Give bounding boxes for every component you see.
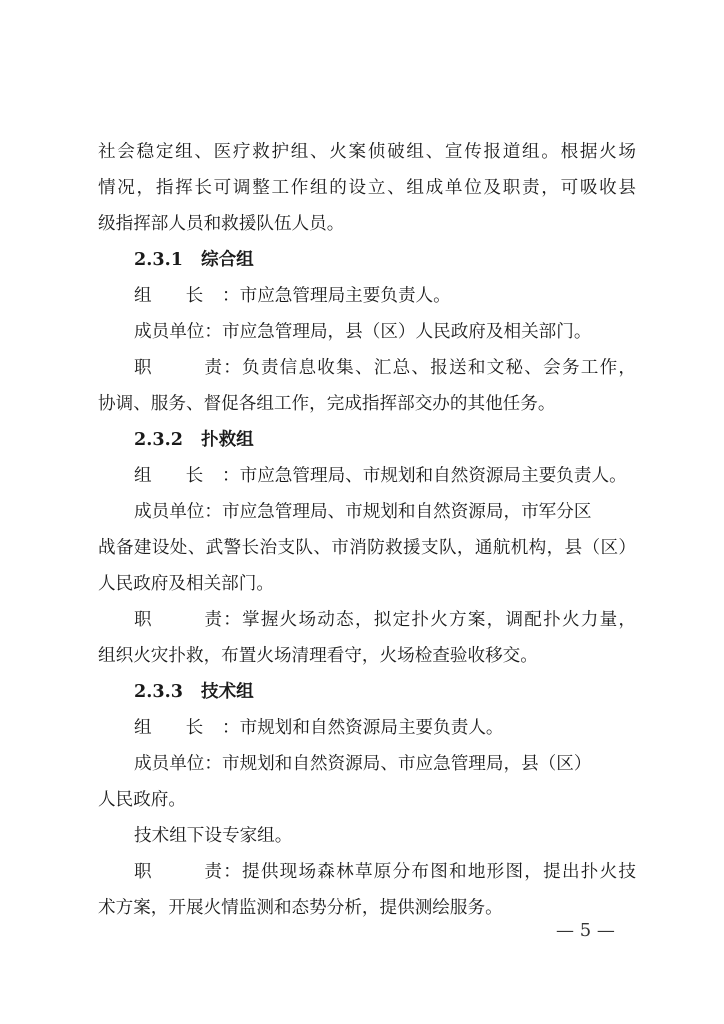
duty-line — [98, 602, 636, 638]
section-heading-2-3-2 — [98, 422, 636, 458]
leader-value: ：市应急管理局主要负责人。 — [222, 286, 451, 306]
duty-label: 职 责 — [134, 610, 222, 630]
expert-line: 技术组下设专家组。 — [134, 826, 293, 846]
section-number: 2.3.3 — [134, 681, 183, 702]
members-value: ：市应急管理局、市规划和自然资源局，市军分区 — [204, 502, 592, 522]
leader-label: 组 长 — [134, 718, 204, 738]
members-line — [98, 746, 636, 782]
duty-line-continued: 组织火灾扑救，布置火场清理看守，火场检查验收移交。 — [98, 646, 538, 666]
members-line — [98, 314, 636, 350]
duty-label: 职 责 — [134, 862, 222, 882]
leader-label: 组 长 — [134, 466, 204, 486]
section-heading-2-3-1 — [98, 242, 636, 278]
leader-label: 组 长 — [134, 286, 204, 306]
members-line-continued: 人民政府。 — [98, 790, 186, 810]
section-heading-2-3-3 — [98, 674, 636, 710]
section-number: 2.3.2 — [134, 429, 183, 450]
members-value: ：市规划和自然资源局、市应急管理局，县（区） — [204, 754, 592, 774]
members-line-continued: 人民政府及相关部门。 — [98, 574, 274, 594]
body-line: 级指挥部人员和救援队伍人员。 — [98, 214, 345, 234]
leader-line — [98, 278, 636, 314]
duty-label: 职 责 — [134, 358, 222, 378]
duty-value: ：负责信息收集、汇总、报送和文秘、会务工作， — [222, 358, 636, 378]
section-title: 扑救组 — [200, 429, 254, 450]
leader-line — [98, 710, 636, 746]
members-label: 成员单位 — [134, 754, 205, 774]
body-line: 社会稳定组、医疗救护组、火案侦破组、宣传报道组。根据火场 — [98, 142, 636, 162]
section-title: 综合组 — [200, 249, 254, 270]
leader-value: ：市规划和自然资源局主要负责人。 — [222, 718, 504, 738]
duty-value: ：提供现场森林草原分布图和地形图，提出扑火技 — [222, 862, 636, 882]
members-label: 成员单位 — [134, 322, 205, 342]
section-title: 技术组 — [200, 681, 254, 702]
body-line: 情况，指挥长可调整工作组的设立、组成单位及职责，可吸收县 — [98, 178, 636, 198]
duty-line-continued: 协调、服务、督促各组工作，完成指挥部交办的其他任务。 — [98, 394, 556, 414]
members-line — [98, 494, 636, 530]
leader-value: ：市应急管理局、市规划和自然资源局主要负责人。 — [222, 466, 627, 486]
leader-line — [98, 458, 636, 494]
members-line-continued: 战备建设处、武警长治支队、市消防救援支队，通航机构，县（区） — [98, 538, 636, 558]
duty-value: ：掌握火场动态，拟定扑火方案，调配扑火力量， — [222, 610, 636, 630]
duty-line — [98, 854, 636, 890]
document-body — [98, 134, 636, 926]
members-value: ：市应急管理局，县（区）人民政府及相关部门。 — [204, 322, 592, 342]
duty-line-continued: 术方案，开展火情监测和态势分析，提供测绘服务。 — [98, 898, 503, 918]
members-label: 成员单位 — [134, 502, 205, 522]
duty-line — [98, 350, 636, 386]
section-number: 2.3.1 — [134, 249, 183, 270]
page-number: — 5 — — [556, 920, 615, 941]
